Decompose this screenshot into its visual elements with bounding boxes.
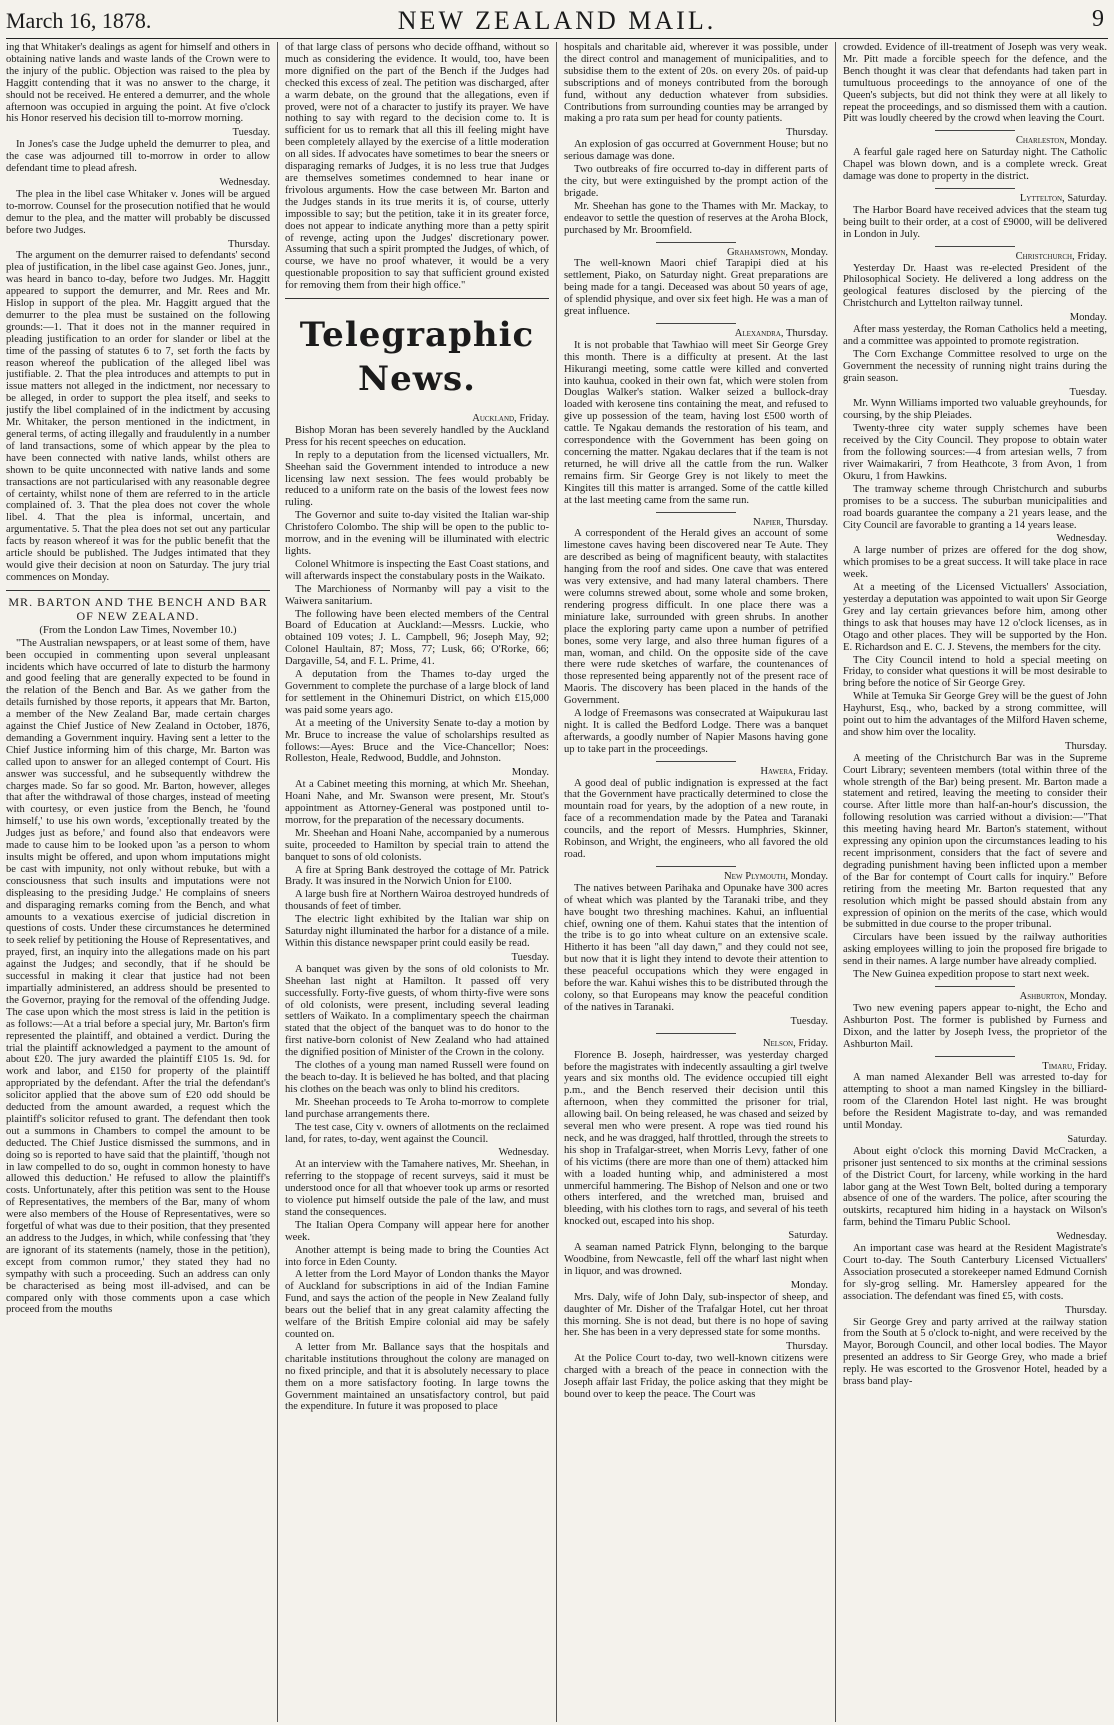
day-name: Saturday. <box>1067 192 1107 204</box>
paragraph: About eight o'clock this morning David McCracken, a prisoner just sentenced to six months at the criminal sessions of the District Court, for larceny, while working in the hard labor gang at the West Town Belt, bolted during a temporary absence of one of the warders. The police, after scouring the outskirts, recaptured him hiding in a haystack on Wilson's farm, behind the Timaru Public School. <box>843 1145 1107 1229</box>
paragraph: A correspondent of the Herald gives an account of some limestone caves having been discovered near Te Aute. They are described as being of magnificent beauty, with stalactites hanging from the roof and sides. One cave that was entered was very extensive, and had many lateral chambers. There were columns strewed about, some whole and some broken, rendering progress difficult. In one place there was a miniature lake, surrounded with green shrubs. In another place the exploring party came upon a number of petrified bones, some very large, and also three human figures of a man, woman, and child. On the opposite side of the cave there were rude sketches of warfare, the countenances of those represented being apparently not of the present race of Maoris. The discovery has been placed in the hands of the Government. <box>564 528 828 707</box>
article-divider <box>285 298 549 299</box>
dateline <box>564 247 828 259</box>
paragraph: A banquet was given by the sons of old colonists to Mr. Sheehan last night at Hamilton. It passed off very successfully. Forty-five guests, of whom thirty-five were sons of old colonists, were present, including several leading settlers of Waikato. In a complimentary speech the chairman stated that the object of the banquet was to do honor to the first native-born colonist of New Zealand who had attained the dignified position of Minister of the Crown in the colony. <box>285 963 549 1059</box>
paragraph: At an interview with the Tamahere natives, Mr. Sheehan, in referring to the stoppage of recent surveys, said it must be understood once for all that whoever took up arms or resorted to violence put himself outside the pale of the law, and must stand the consequences. <box>285 1159 549 1218</box>
paragraph: Yesterday Dr. Haast was re-elected President of the Philosophical Society. He delivered a long address on the geological features disclosed by the piercing of the Christchurch and Lyttelton railway tunnel. <box>843 262 1107 310</box>
paragraph: The electric light exhibited by the Italian war ship on Saturday night illuminated the harbor for a distance of a mile. Within this distance newspaper print could easily be read. <box>285 914 549 949</box>
article-headline: MR. BARTON AND THE BENCH AND BAR OF NEW ZEALAND. <box>8 594 268 623</box>
issue-date: March 16, 1878. <box>6 8 152 33</box>
paragraph: The Corn Exchange Committee resolved to urge on the Government the necessity of running night trains during the grain season. <box>843 348 1107 384</box>
day-name: Monday. <box>790 246 828 258</box>
paragraph: Mr. Sheehan proceeds to Te Aroha to-morrow to complete land purchase arrangements there. <box>285 1096 549 1120</box>
day-name: Thursday. <box>786 327 828 339</box>
paragraph: At the Police Court to-day, two well-known citizens were charged with a breach of the peace in connection with the Joseph affair last Friday, the police asking that they might be bound over to keep the peace. The Court was <box>564 1353 828 1400</box>
section-heading: Telegraphic News. <box>299 315 535 400</box>
paragraph: An explosion of gas occurred at Government House; but no serious damage was done. <box>564 139 828 163</box>
columns <box>6 42 1108 1722</box>
paragraph: It is not probable that Tawhiao will meet Sir George Grey this month. There is a difficulty at present. At the last Hikurangi meeting, some cattle were killed and converted into kauhua, cooked in their own fat, which were stolen from Douglas Walker's station. Walker seized a bullock-dray loaded with kerosene tins containing the meat, and refused to give up possession of the team, having lost £500 worth of cattle. Te Ngakau demands the restoration of his team, and correspondence with the Government has been going on concerning the matter. Ngakau declares that if the team is not returned, he will drive all the cattle from the run. Walker remains firm. Sir George Grey is not likely to meet the Kingites till this matter is arranged. Some of the cattle killed at the last meeting came from the same run. <box>564 339 828 506</box>
paragraph: Two new evening papers appear to-night, the Echo and Ashburton Post. The former is published by Furness and Dixon, and the latter by Joseph Ivess, the proprietor of the Ashburton Mail. <box>843 1002 1107 1050</box>
paragraph: A man named Alexander Bell was arrested to-day for attempting to shoot a man named Kingsley in the billiard-room of the Clarendon Hotel last night. He was brought before the Resident Magistrate to-day, and was remanded until Monday. <box>843 1072 1107 1132</box>
dateline: Monday. <box>511 767 549 779</box>
column-1 <box>6 42 270 1722</box>
paragraph: Mr. Sheehan has gone to the Thames with Mr. Mackay, to endeavor to settle the question of reserves at the Aroha Block, purchased by Mr. Broomfield. <box>564 200 828 236</box>
dateline: Wednesday. <box>498 1147 549 1159</box>
paragraph: While at Temuka Sir George Grey will be the guest of John Hayhurst, Esq., who, backed by a strong committee, will point out to him the advantages of the Milford Haven scheme, and show him over the locality. <box>843 691 1107 738</box>
paragraph: The New Guinea expedition propose to start next week. <box>853 969 1090 981</box>
paragraph: In Jones's case the Judge upheld the demurrer to plea, and the case was adjourned till to-morrow in order to allow defendant time to plead afresh. <box>6 139 270 175</box>
paragraph: Another attempt is being made to bring the Counties Act into force in Eden County. <box>285 1244 549 1268</box>
paragraph: hospitals and charitable aid, wherever it was possible, under the direct control and management of municipalities, and to subsidise them to the extent of 20s. on every 20s. of paid-up subscriptions and of moneys contributed from the borough fund, without any deduction whatever from subsidies. Contributions from surrounding counties may be arranged by making a pro rata sum per head for county patients. <box>564 42 828 125</box>
day-name: Friday. <box>1077 250 1107 262</box>
divider <box>656 323 736 324</box>
paragraph: The plea in the libel case Whitaker v. Jones will be argued to-morrow. Counsel for the prosecution notified that he would demur to the plea, and the matter will probably be discussed before two Judges. <box>6 188 270 236</box>
place-name: Lyttelton, <box>1019 192 1065 204</box>
place-name: Charleston, <box>1015 135 1068 147</box>
dateline: Thursday. <box>786 1341 828 1353</box>
divider <box>935 1056 1015 1057</box>
paragraph: A large number of prizes are offered for the dog show, which promises to be a great success. It will take place in race week. <box>843 545 1107 581</box>
dateline <box>843 1061 1107 1073</box>
paragraph: The well-known Maori chief Tarapipi died at his settlement, Piako, on Saturday night. Great preparations are being made for a tangi. Deceased was about 50 years of age, of splendid physique, and over six feet high. He was a man of great influence. <box>564 258 828 318</box>
paragraph: A letter from the Lord Mayor of London thanks the Mayor of Auckland for subscriptions in aid of the Indian Famine Fund, and says the action of the people in New Zealand fully bears out the belief that in any great calamity affecting the welfare of the British Empire colonial aid may be safely counted on. <box>285 1269 549 1340</box>
paragraph: A deputation from the Thames to-day urged the Government to complete the purchase of a large block of land for settlement in the Ohinemuri District, on which £15,000 was paid some years ago. <box>285 669 549 716</box>
paragraph: The test case, City v. owners of allotments on the reclaimed land, for rates, to-day, went against the Council. <box>285 1121 549 1145</box>
divider <box>935 986 1015 987</box>
article-divider <box>6 590 270 591</box>
page-number: 9 <box>1092 6 1104 32</box>
paragraph: The Governor and suite to-day visited the Italian war-ship Christofero Colombo. The ship will be open to the public to-morrow, and in the evening will be illuminated with electric lights. <box>285 510 549 557</box>
paragraph: A lodge of Freemasons was consecrated at Waipukurau last night. It is called the Bedford Lodge. There was a banquet afterwards, a goodly number of Napier Masons having gone up to take part in the proceedings. <box>564 708 828 755</box>
paragraph: crowded. Evidence of ill-treatment of Joseph was very weak. Mr. Pitt made a forcible speech for the defence, and the Bench thought it was clear that defendants had taken part in tumultuous proceedings to the annoyance of one of the Queen's subjects, but did not think they were at all likely to repeat the proceedings, and so dismissed them with a caution. Pitt was loudly cheered by the crowd when leaving the Court. <box>843 42 1107 125</box>
paragraph: Bishop Moran has been severely handled by the Auckland Press for his recent speeches on education. <box>285 424 549 448</box>
column-rule <box>556 42 557 1722</box>
dateline: Wednesday. <box>219 176 270 188</box>
paragraph: Twenty-three city water supply schemes have been received by the City Council. They propose to obtain water from the following sources:—4 from artesian wells, 7 from river Waimakariri, 7 from Heathcote, 3 from Avon, 1 from Okuru, 1 from Hawkins. <box>843 423 1107 482</box>
paragraph: "The Australian newspapers, or at least some of them, have been occupied in commenting upon several unpleasant incidents which have occurred of late to disturb the harmony and good feeling that are generally expected to be found in the relation of the Bench and Bar. As we gather from the details furnished by those reports, it appears that Mr. Barton, a member of the New Zealand Bar, made certain charges against the Chief Justice of New Zealand in October, 1876, demanding a Government inquiry. Having sent a letter to the Chief Justice informing him of this charge, Mr. Barton was called upon to answer for an alleged contempt of Court. His answer was successful, and he subsequently withdrew the charges made. So far so good. Mr. Barton, however, alleges that after the withdrawal of those charges, instead of meeting with courtesy, or even justice from the Bench, he 'found himself,' to use his own words, 'exceptionally treated by the Judges just as before,' and found also that endeavors were made to cause him to be looked upon 'as a person to whom insults might be offered, and upon whom imputations might be cast with impunity, not only without rebuke, but with a consciousness that such insults and imputations were not displeasing to the presiding Judge.' He complains of sneers and disparaging remarks coming from the Bench, and what amounts to a vexatious exercise of judicial discretion in questions of costs. Under these circumstances he determined to seek relief by petitioning the House of Representatives, and prayed, first, an inquiry into the allegations made on his part against the Judges; and secondly, that if he should be successful in making it clear that justice had not been impartially administered, an address should be presented to the Governor, praying for the removal of the offending Judge. The case upon which the most stress is laid in the petition is as follows:—At a trial before a special jury, Mr. Barton's firm represented the plaintiff, and obtained a verdict. During the trial the plaintiff acknowledged a payment to the amount of about £20. The jury awarded the plaintiff £105 1s. 9d. for work and labor, and £150 for property of the plaintiff appropriated by the defendant. After the trial the defendant's solicitor applied that the above sum of £20 odd should be deducted from the amount awarded, a request which the plaintiff's solicitor refused to grant. The defendant then took out a summons in Chambers to compel the amount to be deducted. The Chief Justice dismissed the summons, and in doing so is reported to have said that the plaintiff, 'though not in law compelled to do so, ought in common honesty to have allowed this deduction.' He refused to allow the plaintiff's costs. Unfortunately, after this petition was sent to the House of Representatives, the members of the Bar, many of whom were also members of the House of Representatives, were so forgetful of what was due to their position, that they presented an address to the Judges, in which, while confessing that 'they are ignorant of its statements (namely, those in the petition), except from common rumor,' they stated they had no sympathy with such a proceeding. Such an address can only be characterised as being most ill-advised, and can be compared only with those comments upon a case which proceed from the mouths <box>6 637 270 1316</box>
divider <box>935 246 1015 247</box>
paragraph: At a meeting of the Licensed Victuallers' Association, yesterday a deputation was appointed to wait upon Sir George Grey and lay certain grievances before him, among other things to ask that houses may have 12 o'clock licenses, as in Otago and other places. They will be supported by the Hon. E. Richardson and E. C. J. Stevens, the members for the city. <box>843 582 1107 653</box>
paragraph: of that large class of persons who decide offhand, without so much as considering the evidence. It would, too, have been more dignified on the part of the Bench if the Judges had checked this excess of zeal. The petition was discharged, after a warm debate, on the ground that the allegations, even if proved, were not of a character to justify its prayer. We have nothing to say with regard to the decision come to. It is sufficient for us to remark that all this ill feeling might have been completely allayed by the exercise of a little moderation on all sides. If advocates have sometimes to bear the sneers or disparaging remarks of Judges, it is no less true that Judges are themselves sometimes condemned to hear inane or frivolous arguments. How the case between Mr. Barton and the Judges stands in its true merits it is, of course, utterly impossible to say; but the petition, take it in its greater force, does not appear to indicate anything more than a petty spirit of revenge, acting upon the Judges' discretionary power. Assuming that such a spirit prompted the Judges, of which, of course, we have no proof whatever, it would be a very questionable proposition to say that sufficient ground existed for removing them from their high office." <box>285 42 549 292</box>
day-name: Friday. <box>798 765 828 777</box>
article-source: (From the London Law Times, November 10.) <box>39 624 237 636</box>
paragraph: The following have been elected members of the Central Board of Education at Auckland:—Messrs. Luckie, who obtained 109 votes; J. L. Campbell, 96; Joseph May, 92; Colonel Haultain, 87; Moss, 77; Lusk, 66; O'Rorke, 66; Dargaville, 54, and F. L. Prime, 41. <box>285 608 549 668</box>
paragraph: A good deal of public indignation is expressed at the fact that the Government have practically determined to close the mountain road for years, by the adoption of a new route, in face of a recommendation made by the Patea and Taranaki councils, and the report of Messrs. Humphries, Skinner, Robinson, and Wright, the engineers, who all favored the old road. <box>564 777 828 860</box>
divider <box>656 761 736 762</box>
newspaper-title: NEW ZEALAND MAIL. <box>397 6 717 35</box>
paragraph: The tramway scheme through Christchurch and suburbs promises to be a success. The suburban municipalities and road boards guarantee the company a 21 years lease, and the City Council are favorable to granting a 14 years lease. <box>843 483 1107 531</box>
day-name: Monday. <box>1069 135 1107 147</box>
paragraph: Mrs. Daly, wife of John Daly, sub-inspector of sheep, and daughter of Mr. Disher of the Trafalgar Hotel, cut her throat this morning. She is not dead, but there is no hope of saving her. She has been in a very depressed state for some months. <box>564 1291 828 1339</box>
paragraph: The argument on the demurrer raised to defendants' second plea of justification, in the libel case against Geo. Jones, junr., was heard in banco to-day, before two Judges. Mr. Haggitt appeared to support the demurrer, and Mr. Rees and Mr. Hislop in support of the plea. Mr. Haggitt argued that the demurrer to the plea must be sustained on the following grounds:—1. That it does not in the manner required in pleading justification to an order for slander or libel at the time of the passing of statutes 6 to 7, set forth the facts by reason whereof the publication of the alleged libel was justifiable. 2. That the plea introduces and attempts to put in issue matters not alleged in the indictment, nor necessary to be alleged, in order to support the plea itself, and seeks to justify the libel complained of in the indictment by accusing Mr. Whitaker, the person mentioned in the indictment, in general terms, of acting illegally and fraudulently in a number of land transactions, some of which appear by the plea to have been connected with native lands, whilst others are shown to be quite unconnected with native lands and some transactions are not particularised with any reasonable degree of certainty, whilst none of them are referred to in the article complained of. 3. That the plea does not cover the whole libel. 4. That the plea is informal, uncertain, and argumentative. 5. That the plea does not set out any particular facts by reason whereof it was for the public benefit that the article should be published. The Judges intimated that they would give their decision at noon on Saturday. The jury trial commences on Monday. <box>6 250 270 583</box>
paragraph: After mass yesterday, the Roman Catholics held a meeting, and a committee was appointed to promote registration. <box>843 324 1107 347</box>
dateline: Wednesday. <box>1056 1231 1107 1243</box>
paragraph: The Italian Opera Company will appear here for another week. <box>285 1219 549 1243</box>
day-name: Friday. <box>798 1037 828 1049</box>
paragraph: The Marchioness of Normanby will pay a visit to the Waiwera sanitarium. <box>285 583 549 607</box>
paragraph: Circulars have been issued by the railway authorities asking employees willing to join the proposed fire brigade to send in their names. A large number have already complied. <box>843 932 1107 968</box>
column-4 <box>843 42 1107 1722</box>
paragraph: Mr. Wynn Williams imported two valuable greyhounds, for coursing, by the ship Pleiades. <box>843 398 1107 422</box>
paragraph: The Harbor Board have received advices that the steam tug being built to their order, at a cost of £9000, will be delivered in London in July. <box>843 204 1107 240</box>
dateline <box>843 193 1107 205</box>
day-name: Thursday. <box>786 516 828 528</box>
dateline: Saturday. <box>788 1230 828 1242</box>
divider <box>656 242 736 243</box>
place-name: Auckland, <box>472 413 517 425</box>
dateline: Thursday. <box>228 238 270 250</box>
dateline: Tuesday. <box>1069 386 1107 398</box>
dateline: Tuesday. <box>232 127 270 139</box>
place-name: New Plymouth, <box>724 870 789 882</box>
place-name: Ashburton, <box>1019 990 1068 1002</box>
paragraph: Mr. Sheehan and Hoani Nahe, accompanied by a numerous suite, proceeded to Hamilton by special train to attend the banquet to sons of old colonists. <box>285 827 549 863</box>
place-name: Nelson, <box>762 1037 796 1049</box>
dateline <box>564 1038 828 1050</box>
dateline: Thursday. <box>1065 740 1107 752</box>
place-name: Christchurch, <box>1015 250 1075 262</box>
dateline <box>564 328 828 340</box>
dateline: Thursday. <box>1065 1304 1107 1316</box>
paragraph: Colonel Whitmore is inspecting the East Coast stations, and will afterwards inspect the constabulary posts in the Waikato. <box>285 558 549 582</box>
paragraph: Two outbreaks of fire occurred to-day in different parts of the city, but were extinguished by the prompt action of the brigade. <box>564 164 828 199</box>
paragraph: A fire at Spring Bank destroyed the cottage of Mr. Patrick Brady. It was insured in the Norwich Union for £100. <box>285 864 549 888</box>
day-name: Friday. <box>1077 1060 1107 1072</box>
divider <box>935 188 1015 189</box>
dateline: Tuesday. <box>790 1015 828 1027</box>
day-name: Monday. <box>1069 990 1107 1002</box>
paragraph: A letter from Mr. Ballance says that the hospitals and charitable institutions throughout the colony are managed on no fixed principle, and that it is absolutely necessary to place them on a more satisfactory footing. In large towns the Government maintained an unsatisfactory control, but paid the expenditure. In future it was proposed to place <box>285 1341 549 1413</box>
place-name: Grahamstown, <box>726 246 789 258</box>
place-name: Napier, <box>753 516 784 528</box>
paragraph: The natives between Parihaka and Opunake have 300 acres of wheat which was planted by the Taranaki tribe, and they have bought two threshing machines. Kahui, an influential chief, owning one of them. Kahui states that the intention of the tribe is to go into wheat culture on an extensive scale. Hitherto it has been "all day dawn," and they could not see, but now that it is light they intend to devote their attention to these peaceful occupations which they were engaged in before the war. Kahui wishes this to be distributed through the colony, so that Europeans may know the peaceful condition of the natives in Taranaki. <box>564 882 828 1013</box>
day-name: Monday. <box>790 870 828 882</box>
divider <box>656 512 736 513</box>
day-name: Friday. <box>519 413 549 425</box>
masthead <box>6 4 1108 39</box>
place-name: Alexandra, <box>734 327 784 339</box>
paragraph: Florence B. Joseph, hairdresser, was yesterday charged before the magistrates with indecently assaulting a girl twelve years and six months old. The evidence occupied till eight p.m., and the Bench reserved their decision until this afternoon, when they committed the prisoner for trial, allowing bail. On being released, he was chased and seized by several men who were present. A rope was tied round his neck, and he was dragged, half throttled, through the streets to his shop in Trafalgar-street, when Morris Levy, father of one of his victims (there are more than one of them) attacked him with a loaded hunting whip, and administered a most unmerciful hammering. The Bishop of Nelson and one or two others interfered, and the wretched man, bruised and bleeding, with his clothes torn to rags, and several of his teeth knocked out, escaped into his shop. <box>564 1049 828 1228</box>
dateline: Monday. <box>1069 312 1107 324</box>
divider <box>656 866 736 867</box>
dateline <box>564 766 828 778</box>
dateline: Monday. <box>790 1279 828 1291</box>
column-rule <box>277 42 278 1722</box>
dateline <box>285 413 549 425</box>
divider <box>656 1033 736 1034</box>
paragraph: In reply to a deputation from the licensed victuallers, Mr. Sheehan said the Government intended to introduce a new licensing law next session. The fees would probably be reduced to a uniform rate on the basis of the lowest fees now ruling. <box>285 449 549 509</box>
dateline: Wednesday. <box>1056 533 1107 545</box>
dateline <box>564 871 828 883</box>
paragraph: The City Council intend to hold a special meeting on Friday, to consider what questions it will be most desirable to bring before the notice of Sir George Grey. <box>843 654 1107 690</box>
place-name: Hawera, <box>760 765 796 777</box>
paragraph: ing that Whitaker's dealings as agent for himself and others in obtaining native lands and waste lands of the Crown were to the injury of the public. Objection was raised to the plea by Haggitt contending that it was no answer to the charge, it should not be received. He entered a demurrer, and the whole afternoon was occupied in arguing the point. At five o'clock his Honor reserved his decision till to-morrow morning. <box>6 42 270 125</box>
dateline: Saturday. <box>1067 1133 1107 1145</box>
paragraph: At a meeting of the University Senate to-day a motion by Mr. Bruce to increase the value of scholarships resulted as follows:—Ayes: Bruce and the Vice-Chancellor; Noes: Rolleston, Heale, Redwood, Buddle, and Johnston. <box>285 717 549 765</box>
dateline: Thursday. <box>786 127 828 139</box>
paragraph: Sir George Grey and party arrived at the railway station from the South at 5 o'clock to-night, and were received by the Mayor, Borough Council, and other local bodies. The Mayor presented an address to Sir George Grey, who made a brief reply. He was escorted to the Grosvenor Hotel, headed by a brass band play- <box>843 1316 1107 1388</box>
divider <box>935 130 1015 131</box>
dateline <box>843 991 1107 1003</box>
dateline <box>564 517 828 529</box>
dateline <box>843 135 1107 147</box>
paragraph: The clothes of a young man named Russell were found on the beach to-day. It is believed he has bolted, and that placing his clothes on the beach was only to blind his creditors. <box>285 1060 549 1095</box>
paragraph: A fearful gale raged here on Saturday night. The Catholic Chapel was blown down, and is a complete wreck. Great damage was done to property in the district. <box>843 147 1107 183</box>
paragraph: A seaman named Patrick Flynn, belonging to the barque Woodbine, from Newcastle, fell off the wharf last night when in liquor, and was drowned. <box>564 1242 828 1277</box>
paragraph: An important case was heard at the Resident Magistrate's Court to-day. The South Canterbury Licensed Victuallers' Association prosecuted a storekeeper named Edmund Cornish for sly-grog selling. Mr. Hamersley appeared for the association. The defendant was fined £5, with costs. <box>843 1243 1107 1302</box>
place-name: Timaru, <box>1042 1060 1075 1072</box>
paragraph: At a Cabinet meeting this morning, at which Mr. Sheehan, Hoani Nahe, and Mr. Swanson were present, Mr. Stout's appointment as Attorney-General was postponed until to-morrow, for the preparation of the necessary documents. <box>285 779 549 826</box>
paragraph: A meeting of the Christchurch Bar was in the Supreme Court Library; seventeen members (total within three of the whole strength of the Bar) being present. Mr. Barton made a statement and retired, leaving the meeting to consider their course. After little more than half-an-hour's discussion, the following resolution was carried without a division:—"That this meeting having heard Mr. Barton's statement, without expressing any opinion upon the circumstances leading to his recent imprisonment, considers that the fact of severe and degrading punishment having been inflicted upon a member of the Bar for contempt of Court calls for inquiry." Before retiring from the meeting Mr. Barton requested that any resolution which might be passed should abstain from any expression of opinion on the merits of the case, which would be submitted in due course to the proper tribunal. <box>843 752 1107 931</box>
dateline <box>843 251 1107 263</box>
dateline: Tuesday. <box>511 951 549 963</box>
paragraph: A large bush fire at Northern Wairoa destroyed hundreds of thousands of feet of timber. <box>285 889 549 913</box>
column-3 <box>564 42 828 1722</box>
column-2 <box>285 42 549 1722</box>
column-rule <box>835 42 836 1722</box>
